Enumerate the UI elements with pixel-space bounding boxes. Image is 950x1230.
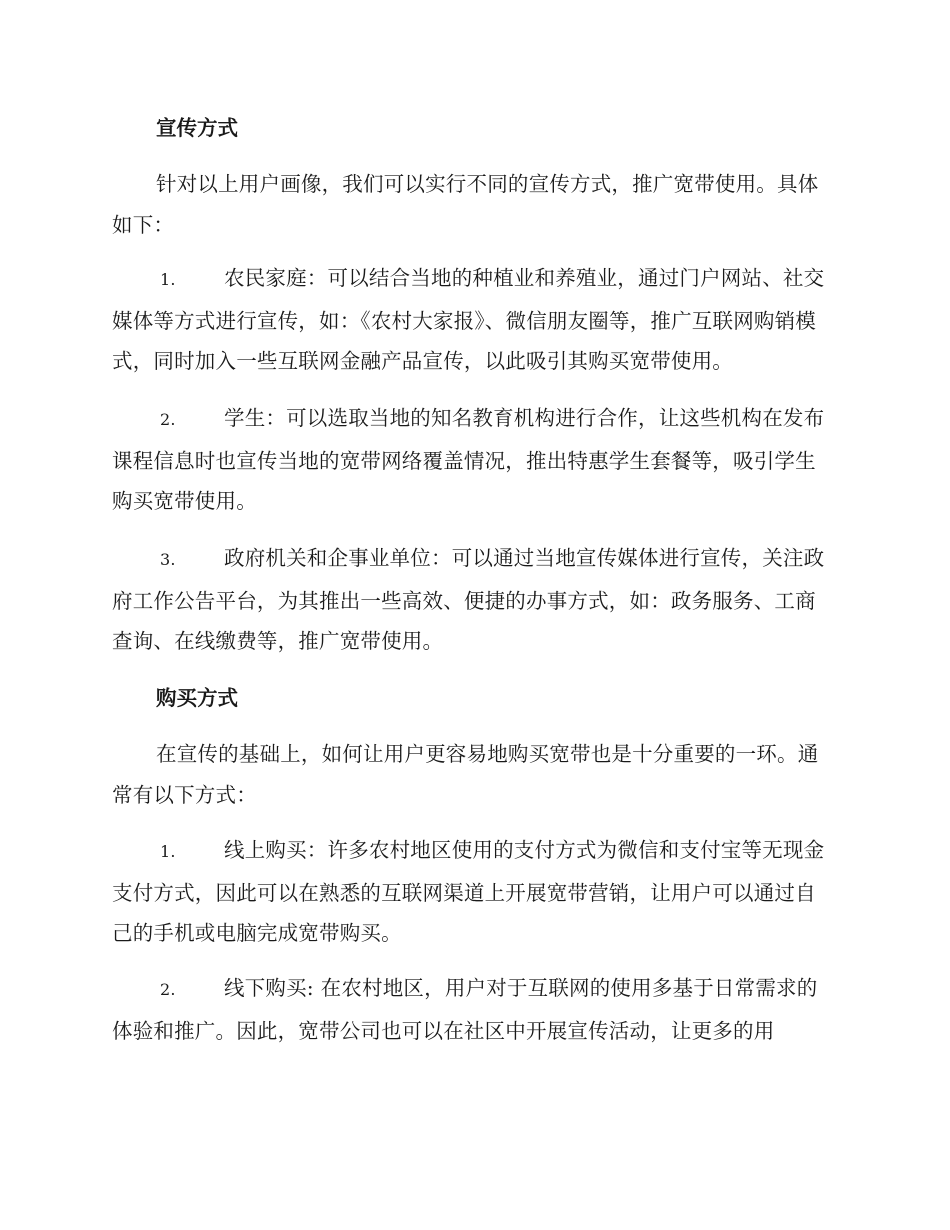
purchase-item-2 [112,968,834,1051]
promotion-item-3 [112,538,834,662]
list-item [112,258,834,382]
purchase-intro-paragraph: 在宣传的基础上，如何让用户更容易地购买宽带也是十分重要的一环。通常有以下方式： [112,742,819,807]
promotion-intro-paragraph: 针对以上用户画像，我们可以实行不同的宣传方式，推广宽带使用。具体如下： [112,172,819,237]
list-item-number: 1. [160,842,176,861]
list-item-text: 线上购买：许多农村地区使用的支付方式为微信和支付宝等无现金支付方式，因此可以在熟悉的互联网渠道上开展宽带营销，让用户可以通过自己的手机或电脑完成宽带购买。 [112,838,825,945]
promotion-item-2 [112,398,834,522]
list-item-number: 1. [160,270,176,289]
promotion-item-1 [112,258,834,382]
list-item [112,538,834,662]
list-item-text: 线下购买: 在农村地区，用户对于互联网的使用多基于日常需求的体验和推广。因此，宽带公司也可以在社区中开展宣传活动，让更多的用 [112,976,818,1043]
promotion-intro-block [112,164,834,245]
list-item-number: 3. [160,550,176,569]
section-heading-purchase: 购买方式 [156,686,238,710]
list-item-text: 政府机关和企事业单位：可以通过当地宣传媒体进行宣传，关注政府工作公告平台，为其推出一些高效、便捷的办事方式，如：政务服务、工商查询、在线缴费等，推广宽带使用。 [112,546,825,653]
section-heading-promotion: 宣传方式 [156,116,238,140]
list-item [112,830,834,954]
purchase-intro-block [112,734,834,815]
list-item-number: 2. [160,980,176,999]
purchase-item-1 [112,830,834,954]
list-item-number: 2. [160,410,176,429]
list-item-text: 农民家庭：可以结合当地的种植业和养殖业，通过门户网站、社交媒体等方式进行宣传，如：《农村大家报》、微信朋友圈等，推广互联网购销模式，同时加入一些互联网金融产品宣传，以此吸引其购买宽带使用。 [112,266,825,373]
list-item [112,968,834,1051]
list-item [112,398,834,522]
list-item-text: 学生：可以选取当地的知名教育机构进行合作，让这些机构在发布课程信息时也宣传当地的宽带网络覆盖情况，推出特惠学生套餐等，吸引学生购买宽带使用。 [112,406,825,513]
